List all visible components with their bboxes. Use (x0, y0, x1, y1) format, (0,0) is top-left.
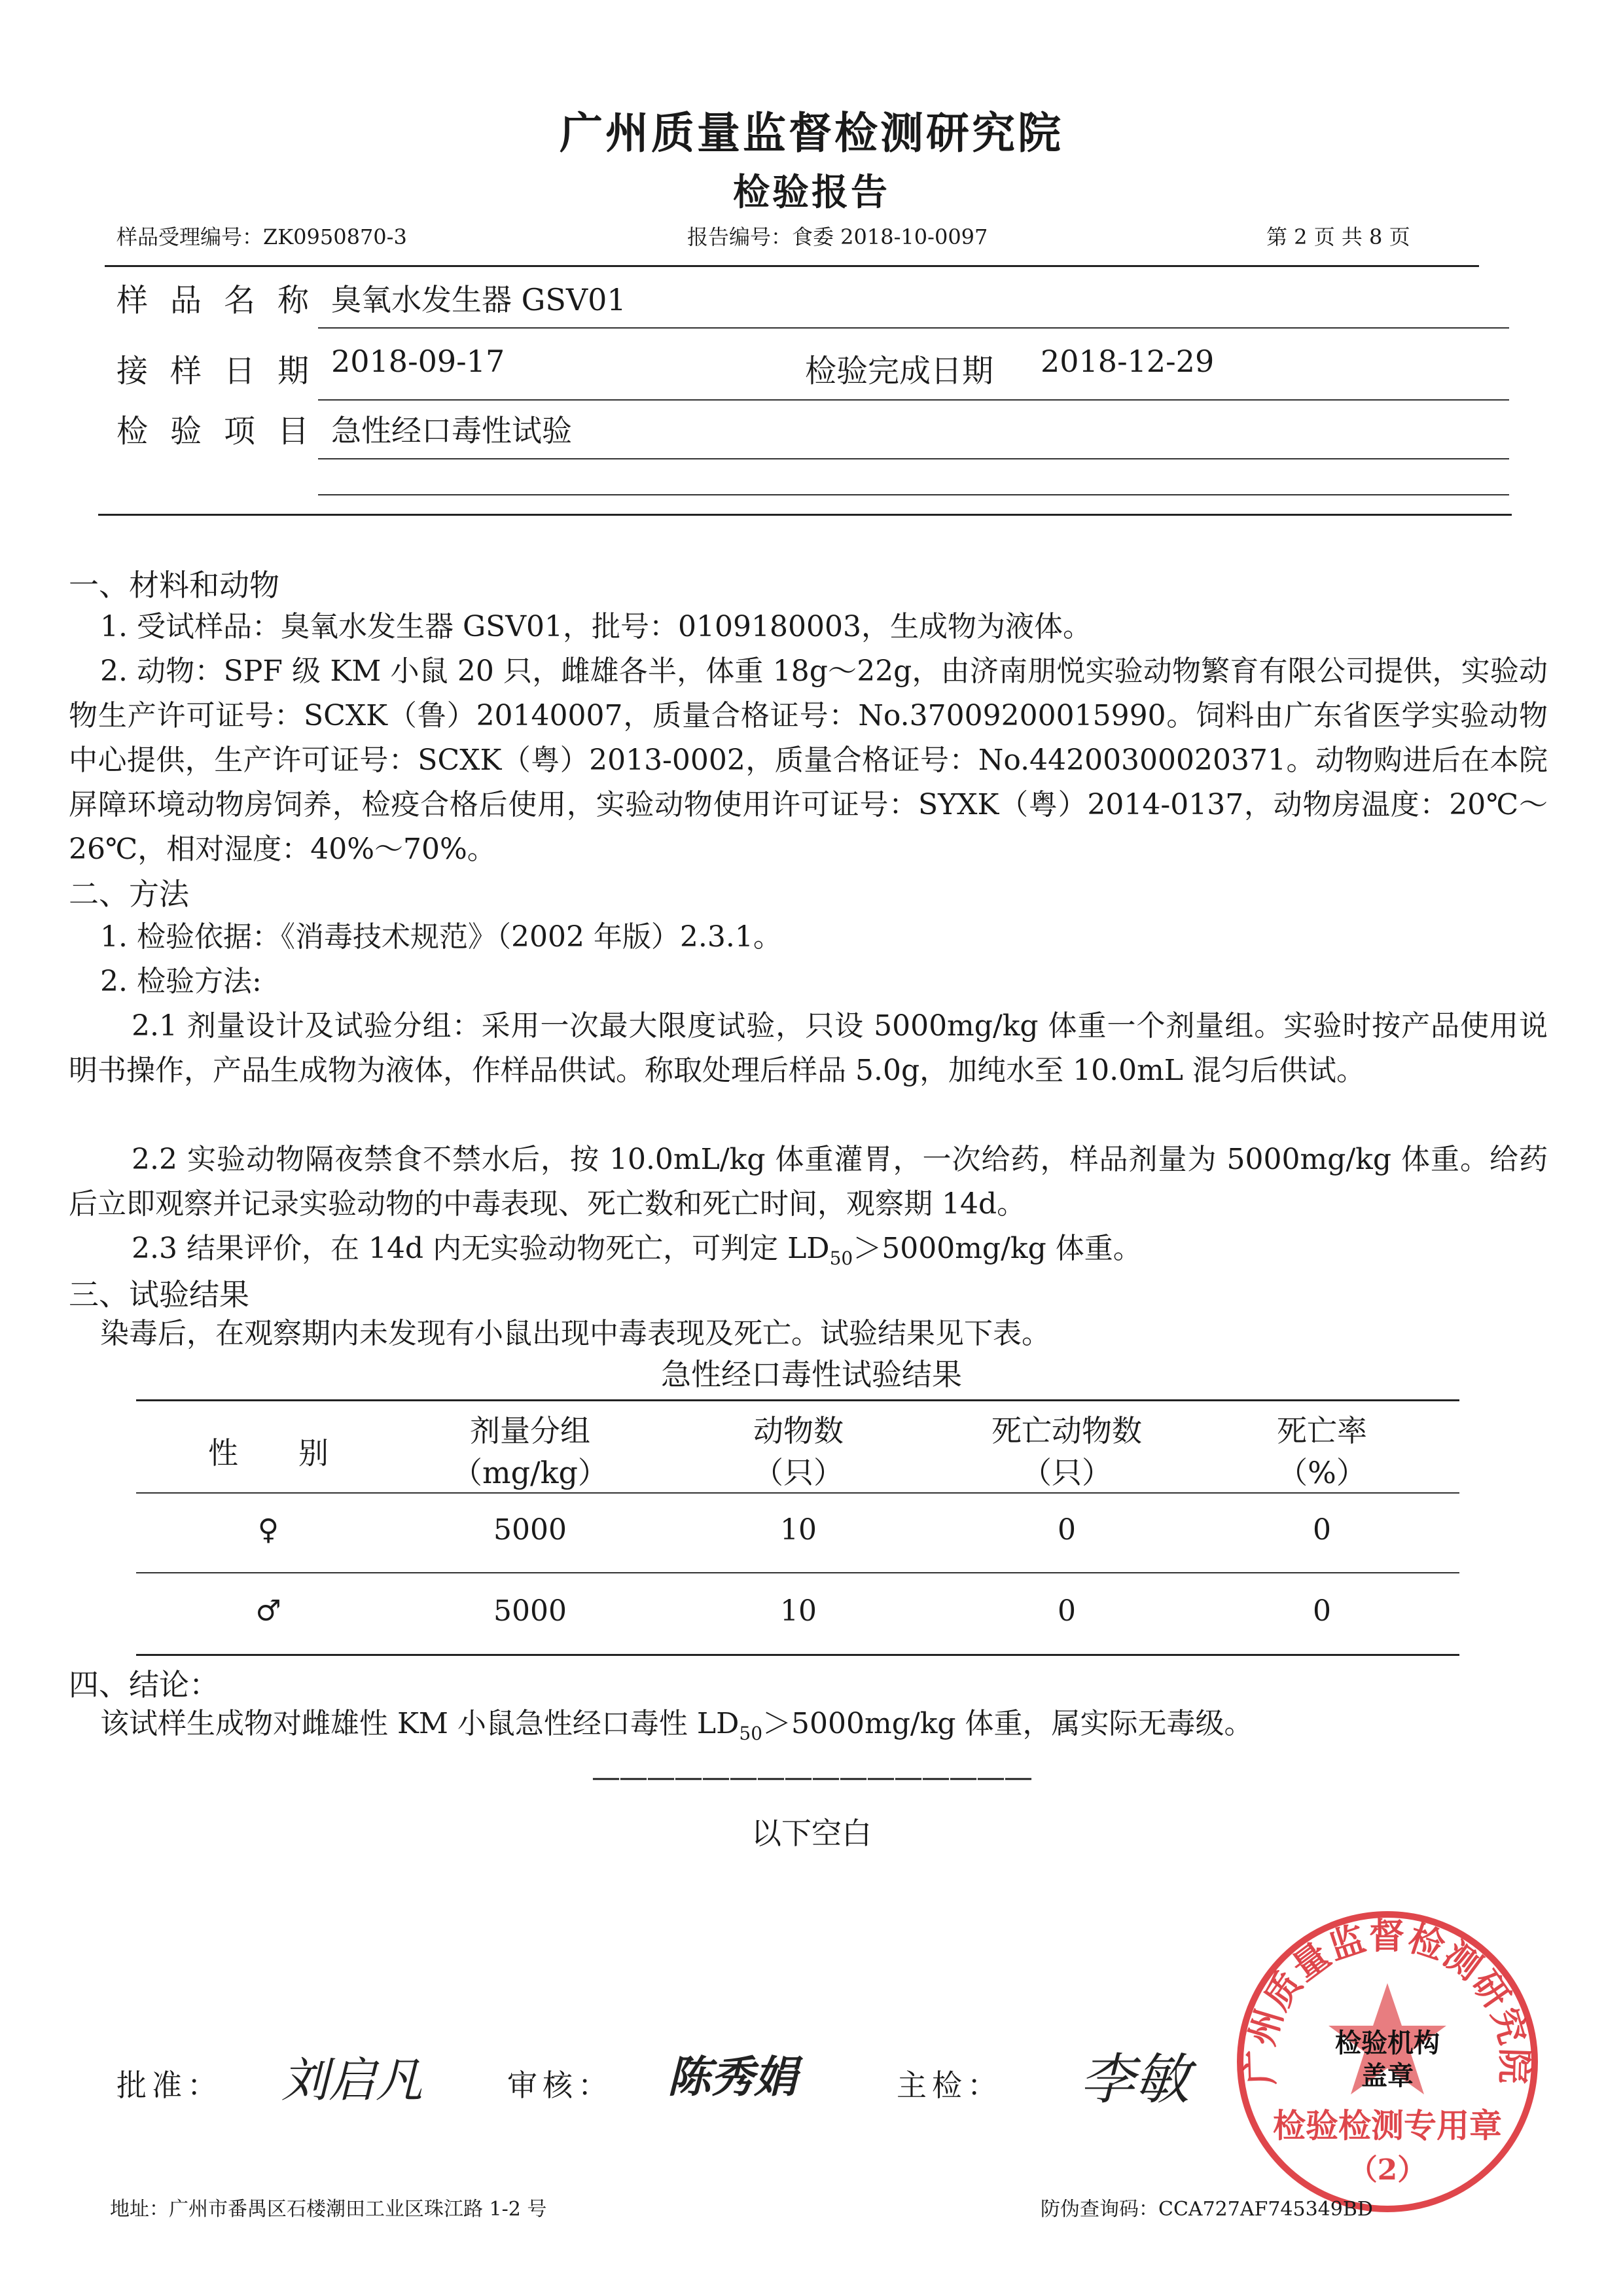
review-signature: 陈秀娟 (668, 2051, 797, 2102)
page-info: 第 2 页 共 8 页 (1266, 224, 1410, 249)
date-underline (318, 399, 1509, 401)
review-label: 审核： (507, 2068, 613, 2103)
subscript-50-conclusion: 50 (739, 1722, 763, 1744)
footer-address: 地址：广州市番禺区石楼潮田工业区珠江路 1-2 号 (110, 2198, 547, 2221)
th-deaths-unit: （只） (1022, 1455, 1112, 1490)
sample-name-underline (318, 327, 1509, 329)
seal-center-line2: 盖章 (1361, 2060, 1414, 2091)
subscript-50: 50 (829, 1247, 853, 1269)
section-4-title: 四、结论： (69, 1667, 219, 1702)
item-label: 检验项目 (116, 413, 332, 450)
inspect-label: 主检： (897, 2068, 1003, 2103)
report-no: 报告编号：食委 2018-10-0097 (687, 224, 988, 249)
blank-below-note: 以下空白 (751, 1816, 872, 1851)
section-2-para-2-2: 2.2 实验动物隔夜禁食不禁水后，按 10.0mL/kg 体重灌胃，一次给药，样品剂量为 5000mg/kg 体重。给药后立即观察并记录实验动物的中毒表现、死亡数和死亡时间，观察期 14d。 (69, 1143, 1548, 1221)
th-dose: 剂量分组 (470, 1413, 590, 1448)
seal-graphic (1230, 1905, 1544, 2219)
section-2-para-1: 1. 检验依据：《消毒技术规范》（2002 年版）2.3.1。 (100, 920, 782, 954)
seal-number: （2） (1348, 2153, 1427, 2187)
th-sex: 性 别 (208, 1435, 329, 1471)
fields-bottom-rule (98, 514, 1512, 516)
section-3-title: 三、试验结果 (69, 1277, 249, 1312)
section-3-para-1: 染毒后，在观察期内未发现有小鼠出现中毒表现及死亡。试验结果见下表。 (100, 1317, 1050, 1350)
th-animals: 动物数 (753, 1413, 844, 1448)
th-mortality-unit: （%） (1277, 1455, 1366, 1490)
table-row-male-animals: 10 (780, 1594, 817, 1628)
sample-name-value: 臭氧水发生器 GSV01 (331, 282, 626, 317)
th-mortality: 死亡率 (1277, 1413, 1367, 1448)
th-deaths: 死亡动物数 (991, 1413, 1142, 1448)
table-row-rule (136, 1572, 1459, 1573)
table-row-female-sex: ♀ (257, 1513, 279, 1547)
section-2-para-2-3: 2.3 结果评价，在 14d 内无实验动物死亡，可判定 $LD_{50}>5000mg/kg$ 体重。 (132, 1232, 1142, 1269)
section-2-para-2: 2. 检验方法: (100, 965, 262, 998)
item-value: 急性经口毒性试验 (331, 413, 572, 448)
institute-name: 广州质量监督检测研究院 (560, 107, 1063, 158)
complete-date-label: 检验完成日期 (805, 353, 994, 389)
inspect-signature: 李敏 (1080, 2047, 1190, 2111)
approve-label: 批准： (116, 2068, 223, 2103)
th-animals-unit: （只） (753, 1455, 844, 1490)
seal-ring-text: 广州质量监督检测研究院 (1239, 1914, 1536, 2086)
dash-separator: ———————————————— (592, 1761, 1031, 1794)
section-2-para-2-1: 2.1 剂量设计及试验分组：采用一次最大限度试验，只设 5000mg/kg 体重一个剂量组。实验时按产品使用说明书操作，产品生成物为液体，作样品供试。称取处理后样品 5.0g，加纯水至 10.0mL 混匀后供试。 (69, 1009, 1548, 1087)
table-top-rule (136, 1399, 1459, 1401)
footer-anti-fake-code: 防伪查询码：CCA727AF745349BD (1041, 2198, 1373, 2221)
table-row-female-deaths: 0 (1058, 1513, 1076, 1547)
table-row-male-dose: 5000 (493, 1594, 567, 1628)
table-caption: 急性经口毒性试验结果 (661, 1357, 962, 1392)
official-seal (1230, 1905, 1544, 2219)
table-row-male-mortality: 0 (1313, 1594, 1331, 1628)
sample-name-label: 样品名称 (116, 282, 332, 319)
sample-receipt-no: 样品受理编号：ZK0950870-3 (116, 224, 407, 249)
header-rule (105, 265, 1479, 267)
table-row-female-mortality: 0 (1313, 1513, 1331, 1547)
seal-center-line1: 检验机构 (1335, 2028, 1440, 2058)
section-1-para-1: 1. 受试样品：臭氧水发生器 GSV01，批号：0109180003，生成物为液体。 (100, 610, 1092, 643)
table-row-male-deaths: 0 (1058, 1594, 1076, 1628)
table-header-rule (136, 1492, 1459, 1494)
report-title: 检验报告 (733, 171, 890, 214)
item-underline (318, 458, 1509, 459)
approve-signature: 刘启凡 (281, 2053, 423, 2108)
th-dose-unit: （mg/kg） (452, 1455, 608, 1490)
section-1-title: 一、材料和动物 (69, 567, 279, 603)
table-bottom-rule (136, 1654, 1459, 1656)
item-underline-2 (318, 494, 1509, 495)
receive-date-label: 接样日期 (116, 353, 332, 389)
table-row-male-sex: ♂ (255, 1594, 281, 1628)
table-row-female-dose: 5000 (493, 1513, 567, 1547)
receive-date-value: 2018-09-17 (331, 344, 505, 379)
section-2-title: 二、方法 (69, 876, 189, 912)
section-1-para-2: 2. 动物：SPF 级 KM 小鼠 20 只，雌雄各半，体重 18g～22g，由济南朋悦实验动物繁育有限公司提供，实验动物生产许可证号：SCXK（鲁）20140007，质量合格证号：No.37009200015990。饲料由广东省医学实验动物中心提供，生产许可证号：SCXK（粤）2013-0002，质量合格证号：No.44200300020371。动物购进后在本院屏障环境动物房饲养，检疫合格后使用，实验动物使用许可证号：SYXK（粤）2014-0137，动物房温度：20℃～26℃，相对湿度：40%～70%。 (69, 655, 1548, 866)
table-row-female-animals: 10 (780, 1513, 817, 1547)
complete-date-value: 2018-12-29 (1041, 344, 1215, 379)
seal-bottom-text: 检验检测专用章 (1273, 2106, 1502, 2145)
section-4-para-1: 该试样生成物对雌雄性 KM 小鼠急性经口毒性 $LD_{50}>5000mg/kg$ 体重，属实际无毒级。 (100, 1707, 1253, 1744)
